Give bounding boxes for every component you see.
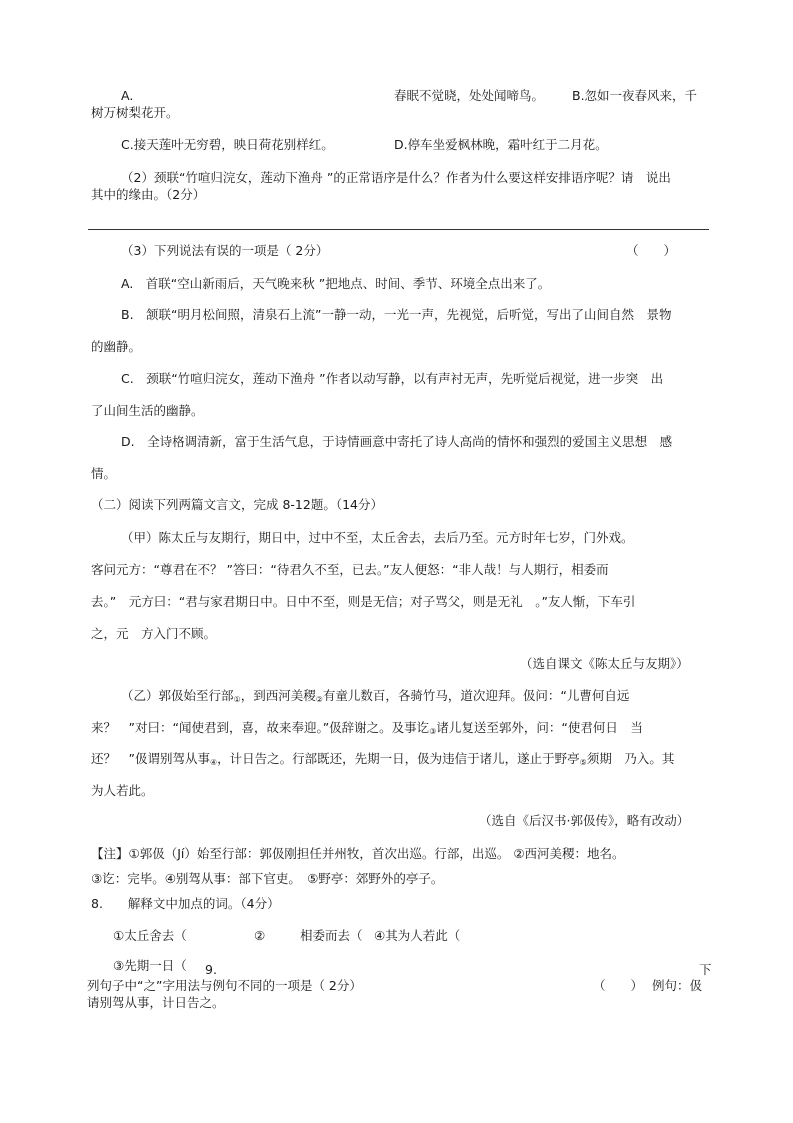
question-9-example-text: 请别驾从事，计日告之。 (87, 995, 225, 1010)
text-jia-line-4: 之，元 方入门不顾。 (91, 626, 217, 641)
text-yi-line-1-part-c: 有童儿数百，各骑竹马，道次迎拜。伋问：“儿曹何自远 (322, 688, 630, 703)
annotation-line-2: ③讫：完毕。④别驾从事：部下官吏。 ⑤野亭：郊野外的亭子。 (91, 871, 444, 886)
note-marker-4: ④ (209, 758, 218, 767)
question-8-item-2: 相委而去（ (300, 928, 363, 943)
text-jia-source: （选自课文《陈太丘与友期》） (520, 656, 689, 671)
text-yi-line-3-part-a: 还？ ”伋谓别驾从事 (91, 751, 210, 766)
question-9-xia: 下 (699, 962, 712, 977)
option-b-continued: 树万树梨花开。 (91, 105, 179, 120)
text-yi-line-3-part-b: ，计日告之。行部既还，先期一日，伋为违信于诸儿，遂止于野亭 (217, 751, 580, 766)
text-jia-line-3: 去。” 元方曰：“君与家君期日中。日中不至，则是无信；对子骂父，则是无礼 。”友人惭，下车引 (91, 594, 636, 609)
question-9-example-label: 例句：伋 (652, 978, 703, 993)
question-8-item-2-marker: ② (254, 928, 266, 943)
question-3-option-d-line-2: 情。 (91, 466, 117, 481)
option-c-text: C.接天莲叶无穷碧，映日荷花别样红。 (121, 137, 334, 152)
note-marker-5: ⑤ (579, 758, 587, 767)
question-2-line-2: 其中的缘由。（2分） (91, 187, 206, 202)
text-yi-line-3 (91, 751, 674, 771)
text-yi-line-1 (121, 688, 629, 708)
question-8-item-4: ④其为人若此（ (374, 928, 461, 943)
question-3-answer-paren: （ ） (626, 243, 677, 258)
question-3-option-c-line-1: C. 颈联“竹喧归浣女，莲动下渔舟 ”作者以动写静，以有声衬无声，先听觉后视觉，进一步突 出 (121, 371, 664, 386)
option-a-text: 春眠不觉晓，处处闻啼鸟。 (394, 88, 545, 103)
option-a-label: A. (121, 88, 134, 103)
question-3-stem: （3）下列说法有误的一项是（ 2分） (121, 243, 329, 258)
question-8-stem: 8. 解释文中加点的词。（4分） (91, 896, 280, 911)
text-yi-line-2-part-b: 诸儿复送至郭外，问：“使君何日 当 (436, 720, 643, 735)
question-9-answer-paren: （ ） (593, 978, 644, 993)
note-marker-2: ② (315, 695, 323, 704)
text-yi-line-2-part-a: 来？ ”对曰：“闻使君到，喜，故来奉迎。”伋辞谢之。及事讫 (91, 720, 430, 735)
question-8-item-3: ③先期一日（ (113, 958, 187, 973)
option-b-text: B.忽如一夜春风来，千 (572, 88, 698, 103)
text-yi-source: （选自《后汉书·郭伋传》，略有改动） (479, 813, 690, 828)
section-divider (88, 229, 709, 230)
text-yi-line-1-part-b: ，到西河美稷 (240, 688, 316, 703)
question-9-stem: 列句子中“之”字用法与例句不同的一项是（ 2分） (87, 978, 362, 993)
text-yi-line-3-part-c: 须期 乃入。其 (586, 751, 675, 766)
text-yi-line-1-part-a: （乙）郭伋始至行部 (121, 688, 234, 703)
text-yi-line-2 (91, 720, 643, 740)
question-8-item-1: ①太丘舍去（ (113, 928, 187, 943)
question-3-option-a: A. 首联“空山新雨后，天气晚来秋 ”把地点、时间、季节、环境全点出来了。 (121, 276, 551, 291)
question-3-option-c-line-2: 了山间生活的幽静。 (91, 403, 204, 418)
text-yi-line-4: 为人若此。 (91, 783, 154, 798)
option-d-text: D.停车坐爱枫林晚，霜叶红于二月花。 (394, 137, 608, 152)
question-9-number: 9. (205, 962, 217, 977)
section-2-heading: （二）阅读下列两篇文言文，完成 8-12题。（14分） (91, 497, 383, 512)
question-2-line-1: （2）颈联“竹喧归浣女，莲动下渔舟 ”的正常语序是什么？作者为什么要这样安排语序呢？请 说出 (121, 170, 671, 185)
annotation-line-1: 【注】①郭伋（Jí）始至行部：郭伋刚担任并州牧，首次出巡。行部，出巡。 ②西河美稷：地名。 (91, 846, 625, 861)
text-jia-line-1: （甲）陈太丘与友期行，期日中，过中不至，太丘舍去，去后乃至。元方时年七岁，门外戏。 (121, 530, 634, 545)
text-jia-line-2: 客问元方：“尊君在不？ ”答曰：“待君久不至，已去。”友人便怒：“非人哉！与人期行，相委而 (91, 562, 609, 577)
question-3-option-b-line-1: B. 颔联“明月松间照，清泉石上流”一静一动，一光一声，先视觉，后听觉，写出了山间自然 景物 (121, 307, 672, 322)
note-marker-1: ① (233, 695, 241, 704)
question-3-option-b-line-2: 的幽静。 (91, 339, 142, 354)
question-3-option-d-line-1: D. 全诗格调清新，富于生活气息，于诗情画意中寄托了诗人高尚的情怀和强烈的爱国主义思想 感 (121, 434, 673, 449)
note-marker-3: ③ (429, 727, 437, 736)
